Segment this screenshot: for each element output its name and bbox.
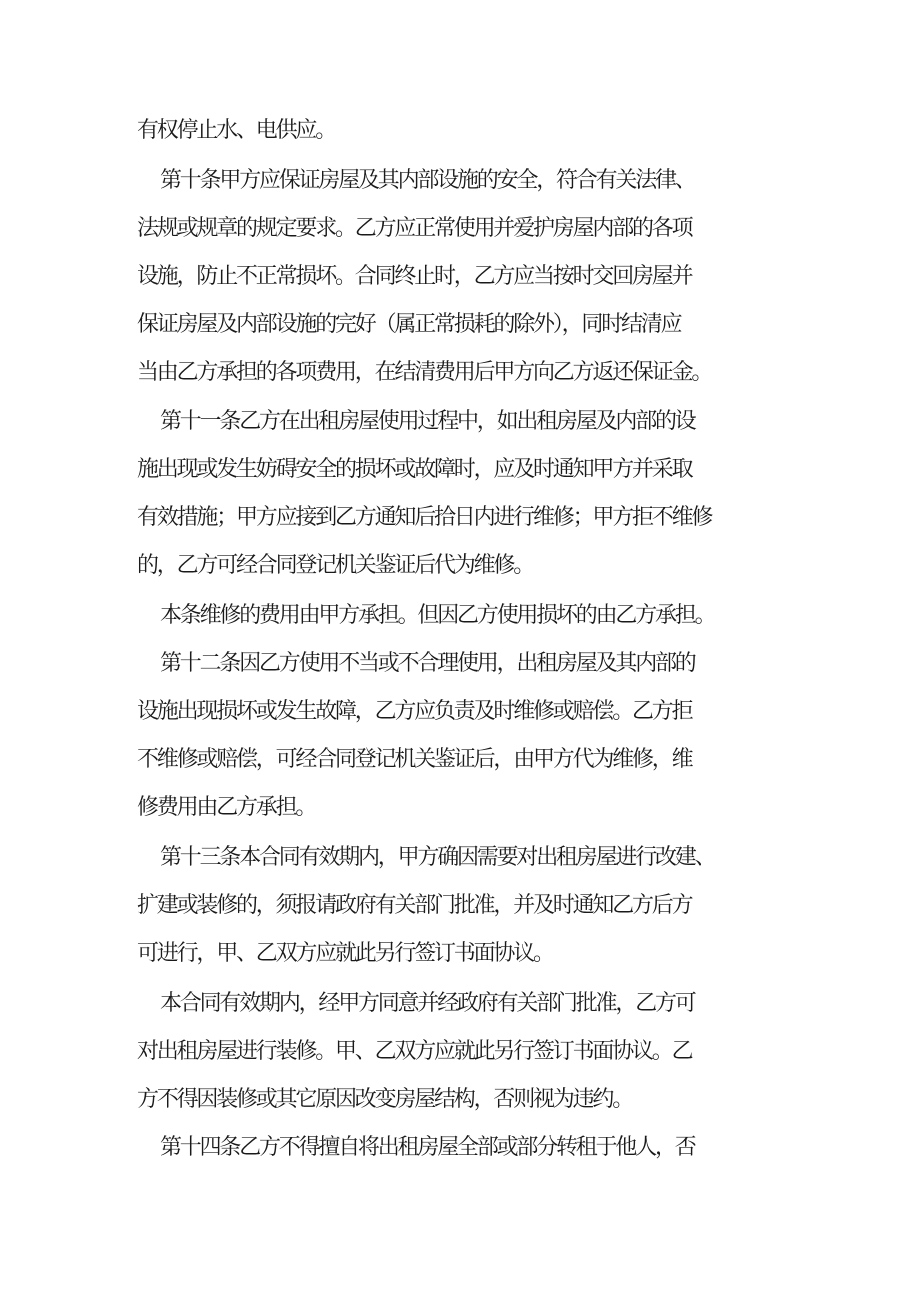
text-line: 法规或规章的规定要求。乙方应正常使用并爱护房屋内部的各项 xyxy=(137,216,692,241)
text-line: 第十四条乙方不得擅自将出租房屋全部或部分转租于他人，否 xyxy=(160,1135,695,1160)
text-line: 当由乙方承担的各项费用，在结清费用后甲方向乙方返还保证金。 xyxy=(137,360,712,385)
text-line: 不维修或赔偿，可经合同登记机关鉴证后，由甲方代为维修，维 xyxy=(137,747,692,772)
text-line: 有权停止水、电供应。 xyxy=(137,118,336,143)
text-line: 可进行，甲、乙双方应就此另行签订书面协议。 xyxy=(137,941,553,966)
text-line: 本条维修的费用由甲方承担。但因乙方使用损坏的由乙方承担。 xyxy=(160,603,715,628)
text-line: 第十一条乙方在出租房屋使用过程中，如出租房屋及内部的设 xyxy=(160,409,695,434)
text-line: 有效措施；甲方应接到乙方通知后拾日内进行维修；甲方拒不维修 xyxy=(137,505,712,530)
text-line: 第十条甲方应保证房屋及其内部设施的安全，符合有关法律、 xyxy=(160,168,695,193)
text-line: 保证房屋及内部设施的完好（属正常损耗的除外），同时结清应 xyxy=(137,312,681,337)
text-line: 方不得因装修或其它原因改变房屋结构，否则视为违约。 xyxy=(137,1087,633,1112)
text-line: 设施出现损坏或发生故障，乙方应负责及时维修或赔偿。乙方拒 xyxy=(137,699,692,724)
text-line: 第十三条本合同有效期内，甲方确因需要对出租房屋进行改建、 xyxy=(160,845,715,870)
text-line: 施出现或发生妨碍安全的损坏或故障时，应及时通知甲方并采取 xyxy=(137,457,692,482)
text-line: 修费用由乙方承担。 xyxy=(137,795,316,820)
text-line: 对出租房屋进行装修。甲、乙双方应就此另行签订书面协议。乙 xyxy=(137,1039,692,1064)
text-line: 的，乙方可经合同登记机关鉴证后代为维修。 xyxy=(137,553,534,578)
text-line: 本合同有效期内，经甲方同意并经政府有关部门批准，乙方可 xyxy=(160,991,695,1016)
text-line: 扩建或装修的，须报请政府有关部门批准，并及时通知乙方后方 xyxy=(137,893,692,918)
text-line: 第十二条因乙方使用不当或不合理使用，出租房屋及其内部的 xyxy=(160,651,695,676)
text-line: 设施，防止不正常损坏。合同终止时，乙方应当按时交回房屋并 xyxy=(137,264,692,289)
